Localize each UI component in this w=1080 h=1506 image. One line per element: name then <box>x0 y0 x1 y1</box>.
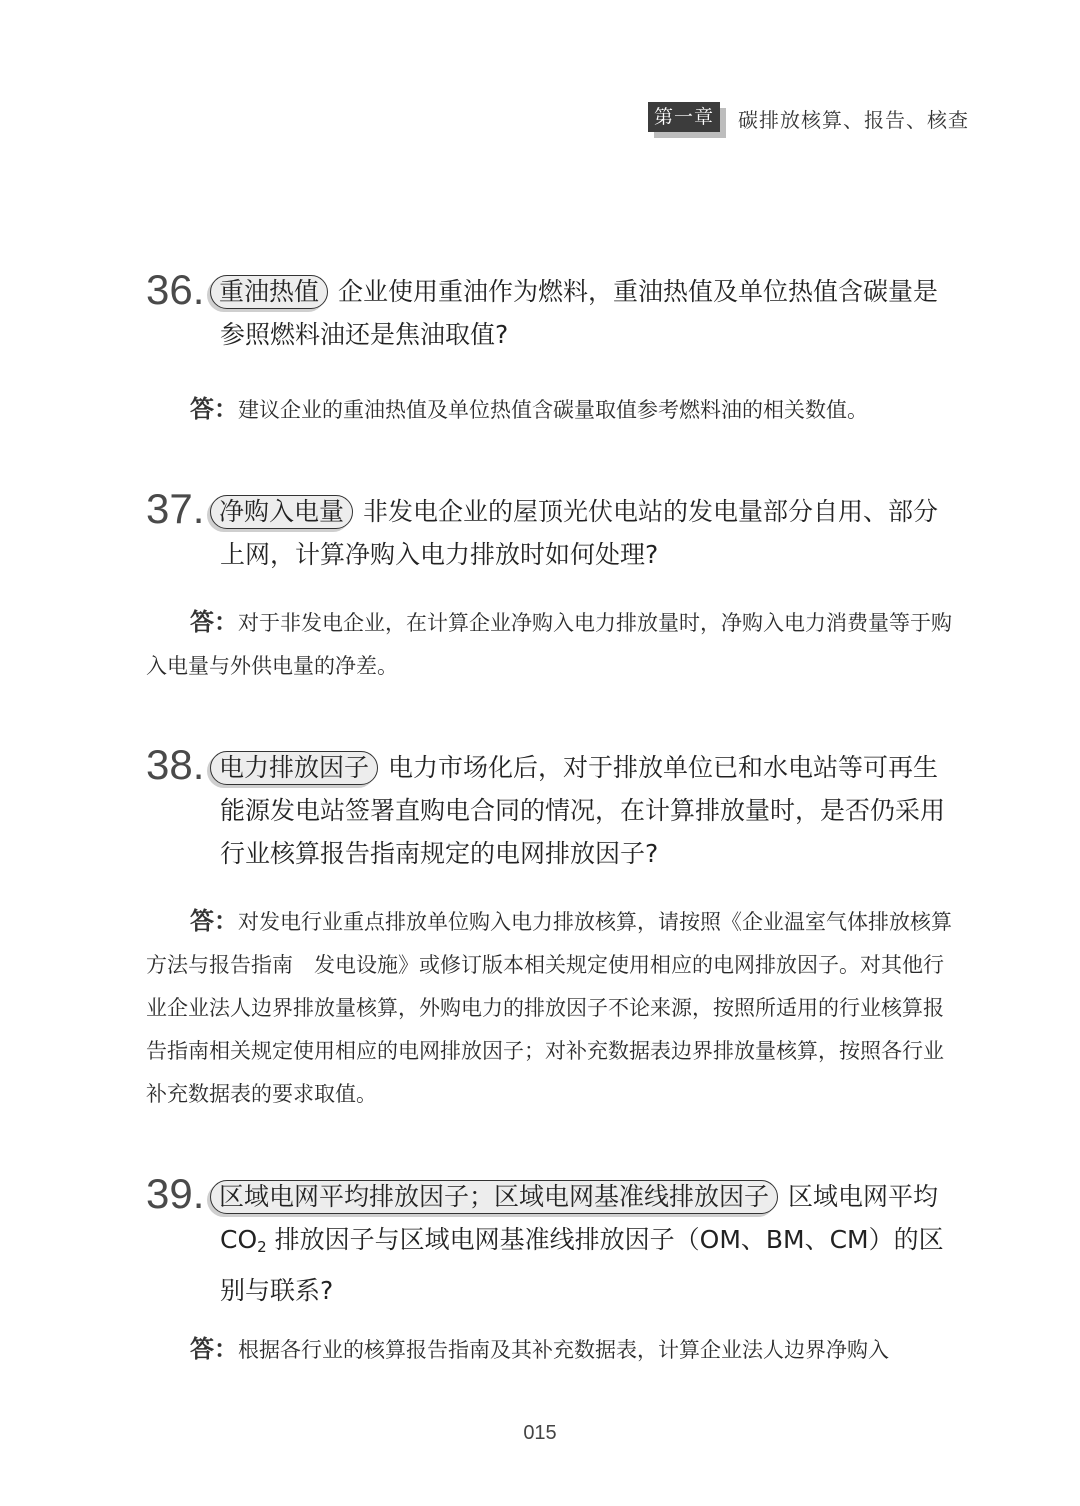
keyword-pill: 净购入电量 <box>210 495 353 529</box>
answer-text <box>146 601 954 688</box>
subscript: 2 <box>257 1238 267 1256</box>
page-number: 015 <box>523 1422 557 1444</box>
chapter-header <box>648 102 969 138</box>
answer-label: 答： <box>190 1335 238 1363</box>
chapter-tag: 第一章 <box>648 102 720 132</box>
question-number: 36. <box>146 266 205 313</box>
keyword-pill: 重油热值 <box>210 275 328 309</box>
keyword-pill: 电力排放因子 <box>210 751 378 785</box>
answer-text <box>146 388 954 432</box>
question-text <box>220 746 960 875</box>
answer-body: 对于非发电企业，在计算企业净购入电力排放量时，净购入电力消费量等于购入电量与外供电量的净差。 <box>146 611 952 678</box>
question-text <box>220 270 960 356</box>
answer-body: 根据各行业的核算报告指南及其补充数据表，计算企业法人边界净购入 <box>238 1338 889 1362</box>
question-number: 38. <box>146 741 205 788</box>
question-number: 37. <box>146 485 205 532</box>
question-body: 企业使用重油作为燃料，重油热值及单位热值含碳量是参照燃料油还是焦油取值? <box>220 277 939 349</box>
question-text <box>220 490 960 576</box>
answer-label: 答： <box>190 907 238 935</box>
answer-body: 对发电行业重点排放单位购入电力排放核算，请按照《企业温室气体排放核算方法与报告指南 发电设施》或修订版本相关规定使用相应的电网排放因子。对其他行业企业法人边界排放量核算，外购电力的排放因子不论来源，按照所适用的行业核算报告指南相关规定使用相应的电网排放因子；对补充数据表边界排放量核算，按照各行业补充数据表的要求取值。 <box>146 910 952 1106</box>
answer-label: 答： <box>190 608 238 636</box>
question-number: 39. <box>146 1170 205 1217</box>
chapter-title: 碳排放核算、报告、核查 <box>738 108 969 132</box>
question-body-a: 区域电网平均 CO <box>220 1182 939 1254</box>
question-body: 非发电企业的屋顶光伏电站的发电量部分自用、部分上网，计算净购入电力排放时如何处理? <box>220 497 939 569</box>
question-body-b: 排放因子与区域电网基准线排放因子（OM、BM、CM）的区别与联系? <box>220 1225 944 1305</box>
answer-body: 建议企业的重油热值及单位热值含碳量取值参考燃料油的相关数值。 <box>238 398 868 422</box>
answer-text <box>146 900 954 1116</box>
answer-text <box>146 1328 954 1372</box>
answer-label: 答： <box>190 395 238 423</box>
keyword-pill: 区域电网平均排放因子；区域电网基准线排放因子 <box>210 1180 778 1214</box>
question-text <box>220 1175 960 1312</box>
question-body: 电力市场化后，对于排放单位已和水电站等可再生能源发电站签署直购电合同的情况，在计算排放量时，是否仍采用行业核算报告指南规定的电网排放因子? <box>220 753 946 868</box>
